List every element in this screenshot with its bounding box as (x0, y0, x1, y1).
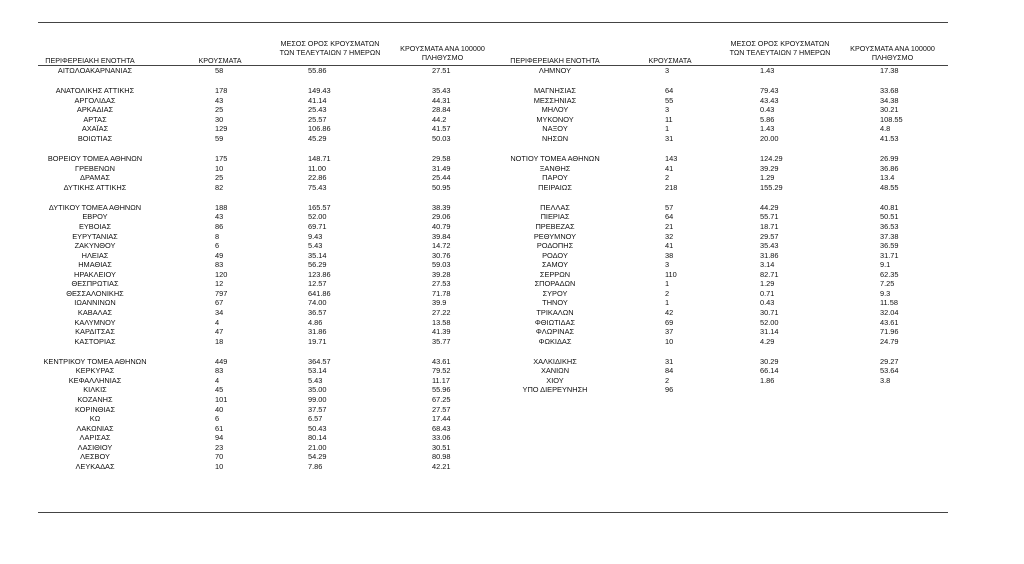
bottom-rule (38, 512, 948, 513)
avg-value: 31.86 (760, 250, 779, 260)
cases-value: 110 (665, 269, 677, 279)
avg-value: 54.29 (308, 452, 327, 462)
region-name: ΦΘΙΩΤΙΔΑΣ (534, 317, 576, 327)
region-name: ΤΡΙΚΑΛΩΝ (536, 307, 574, 317)
avg-value: 35.14 (308, 250, 327, 260)
per100k-value: 80.98 (432, 452, 451, 462)
cases-value: 6 (215, 241, 220, 251)
per100k-value: 17.44 (432, 414, 451, 423)
right-header-avg-l2: ΤΩΝ ΤΕΛΕΥΤΑΙΩΝ 7 ΗΜΕΡΩΝ (729, 47, 831, 57)
region-name: ΣΥΡΟΥ (542, 288, 568, 298)
avg-value: 1.29 (760, 279, 775, 289)
right-header-per100k-l1: ΚΡΟΥΣΜΑΤΑ ΑΝΑ 100000 (850, 44, 935, 53)
per100k-value: 25.44 (432, 173, 451, 183)
cases-value: 129 (215, 124, 228, 134)
avg-value: 80.14 (308, 433, 327, 443)
cases-value: 41 (665, 163, 674, 173)
cases-value: 797 (215, 288, 228, 298)
per100k-value: 30.21 (880, 105, 899, 115)
region-name: ΚΟΡΙΝΘΙΑΣ (74, 404, 116, 414)
region-name: ΒΟΙΩΤΙΑΣ (77, 133, 113, 143)
avg-value: 22.86 (308, 173, 327, 183)
per100k-value: 27.57 (432, 404, 451, 414)
avg-value: 35.43 (760, 241, 779, 251)
left-header-avg-l2: ΤΩΝ ΤΕΛΕΥΤΑΙΩΝ 7 ΗΜΕΡΩΝ (279, 47, 381, 57)
avg-value: 29.57 (760, 231, 779, 241)
avg-value: 37.57 (308, 404, 327, 414)
cases-value: 41 (665, 241, 674, 251)
cases-value: 61 (215, 423, 224, 433)
per100k-value: 34.38 (880, 95, 899, 105)
right-header-cases: ΚΡΟΥΣΜΑΤΑ (648, 56, 692, 65)
region-name: ΝΗΣΩΝ (541, 133, 569, 143)
region-name: ΚΩ (89, 414, 101, 423)
cases-value: 3 (665, 66, 670, 75)
avg-value: 12.57 (308, 279, 327, 289)
cases-value: 4 (215, 317, 220, 327)
cases-value: 57 (665, 202, 674, 212)
region-name: ΧΑΝΙΩΝ (540, 366, 570, 376)
per100k-value: 39.9 (432, 298, 447, 308)
avg-value: 55.71 (760, 212, 779, 222)
per100k-value: 50.95 (432, 182, 451, 192)
avg-value: 0.43 (760, 298, 775, 308)
cases-value: 1 (665, 279, 670, 289)
per100k-value: 59.03 (432, 260, 451, 270)
cases-value: 120 (215, 269, 228, 279)
avg-value: 106.86 (308, 124, 331, 134)
per100k-value: 40.79 (432, 222, 451, 231)
region-name: ΡΟΔΟΥ (542, 250, 568, 260)
avg-value: 11.00 (308, 163, 326, 173)
top-rule (38, 22, 948, 23)
region-name: ΑΝΑΤΟΛΙΚΗΣ ΑΤΤΙΚΗΣ (55, 86, 135, 96)
per100k-value: 29.06 (432, 212, 451, 222)
region-name: ΘΕΣΠΡΩΤΙΑΣ (71, 279, 119, 289)
cases-value: 64 (665, 212, 674, 222)
per100k-value: 79.52 (432, 366, 451, 376)
avg-value: 35.00 (308, 385, 327, 395)
region-name: ΠΙΕΡΙΑΣ (540, 212, 570, 222)
per100k-value: 30.51 (432, 442, 451, 452)
per100k-value: 55.96 (432, 385, 451, 395)
cases-value: 34 (215, 307, 224, 317)
per100k-value: 62.35 (880, 269, 899, 279)
region-name: ΒΟΡΕΙΟΥ ΤΟΜΕΑ ΑΘΗΝΩΝ (47, 154, 143, 163)
cases-value: 43 (215, 95, 224, 105)
avg-value: 6.57 (308, 414, 323, 423)
region-name: ΔΥΤΙΚΟΥ ΤΟΜΕΑ ΑΘΗΝΩΝ (48, 202, 142, 212)
avg-value: 50.43 (308, 423, 327, 433)
per100k-value: 17.38 (880, 66, 899, 75)
per100k-value: 38.39 (432, 202, 451, 212)
avg-value: 364.57 (308, 356, 331, 366)
per100k-value: 11.58 (880, 298, 898, 308)
avg-value: 36.57 (308, 307, 327, 317)
avg-value: 1.43 (760, 66, 775, 75)
avg-value: 75.43 (308, 182, 327, 192)
region-name: ΛΕΥΚΑΔΑΣ (75, 461, 115, 471)
region-name: ΙΩΑΝΝΙΝΩΝ (74, 298, 116, 308)
avg-value: 149.43 (308, 86, 331, 96)
cases-value: 449 (215, 356, 228, 366)
right-header-per100k-l2: ΠΛΗΘΥΣΜΟ (871, 52, 914, 62)
cases-value: 47 (215, 327, 224, 336)
region-name: ΚΑΒΑΛΑΣ (77, 307, 113, 317)
cases-value: 10 (665, 336, 674, 346)
region-name: ΖΑΚΥΝΘΟΥ (74, 241, 116, 251)
region-name: ΣΠΟΡΑΔΩΝ (534, 279, 576, 289)
per100k-value: 39.84 (432, 231, 451, 241)
left-header-per100k-l1: ΚΡΟΥΣΜΑΤΑ ΑΝΑ 100000 (400, 44, 485, 53)
per100k-value: 36.86 (880, 163, 899, 173)
per100k-value: 27.22 (432, 307, 451, 317)
avg-value: 3.14 (760, 260, 775, 270)
region-name: ΓΡΕΒΕΝΩΝ (75, 163, 115, 173)
avg-value: 148.71 (308, 154, 331, 163)
cases-value: 83 (215, 366, 224, 376)
cases-value: 178 (215, 86, 228, 96)
avg-value: 0.71 (760, 288, 775, 298)
cases-value: 37 (665, 327, 674, 336)
avg-value: 74.00 (308, 298, 327, 308)
per100k-value: 33.68 (880, 86, 899, 96)
region-name: ΚΕΝΤΡΙΚΟΥ ΤΟΜΕΑ ΑΘΗΝΩΝ (43, 356, 147, 366)
cases-value: 12 (215, 279, 224, 289)
region-name: ΣΑΜΟΥ (541, 260, 569, 270)
cases-value: 45 (215, 385, 224, 395)
per100k-value: 37.38 (880, 231, 899, 241)
region-name: ΚΟΖΑΝΗΣ (77, 394, 113, 404)
avg-value: 21.00 (308, 442, 327, 452)
per100k-value: 41.39 (432, 327, 451, 336)
per100k-value: 13.58 (432, 317, 451, 327)
per100k-value: 28.84 (432, 105, 451, 115)
region-name: ΣΕΡΡΩΝ (539, 269, 571, 279)
per100k-value: 71.96 (880, 327, 899, 336)
cases-value: 64 (665, 86, 674, 96)
avg-value: 39.29 (760, 163, 779, 173)
cases-value: 25 (215, 173, 224, 183)
right-header-avg (720, 40, 840, 57)
region-name: ΚΕΡΚΥΡΑΣ (75, 366, 115, 376)
region-name: ΑΡΤΑΣ (83, 114, 107, 124)
per100k-value: 41.57 (432, 124, 451, 134)
avg-value: 31.86 (308, 327, 327, 336)
cases-value: 82 (215, 182, 224, 192)
region-name: ΞΑΝΘΗΣ (539, 163, 571, 173)
left-header-region: ΠΕΡΙΦΕΡΕΙΑΚΗ ΕΝΟΤΗΤΑ (45, 56, 135, 65)
per100k-value: 9.3 (880, 288, 891, 298)
region-name: ΑΧΑΪΑΣ (81, 124, 109, 134)
per100k-value: 53.64 (880, 366, 899, 376)
avg-value: 43.43 (760, 95, 779, 105)
region-name: ΚΑΡΔΙΤΣΑΣ (75, 327, 115, 336)
cases-value: 18 (215, 336, 224, 346)
per100k-value: 44.31 (432, 95, 451, 105)
per100k-value: 68.43 (432, 423, 451, 433)
avg-value: 4.29 (760, 336, 775, 346)
cases-value: 6 (215, 414, 220, 423)
per100k-value: 42.21 (432, 461, 451, 471)
region-name: ΠΡΕΒΕΖΑΣ (535, 222, 575, 231)
cases-value: 86 (215, 222, 224, 231)
per100k-value: 31.71 (880, 250, 899, 260)
avg-value: 55.86 (308, 66, 327, 75)
per100k-value: 30.76 (432, 250, 451, 260)
cases-value: 1 (665, 298, 670, 308)
per100k-value: 35.77 (432, 336, 451, 346)
cases-value: 4 (215, 375, 220, 385)
avg-value: 99.00 (308, 394, 327, 404)
right-header-avg-l1: ΜΕΣΟΣ ΟΡΟΣ ΚΡΟΥΣΜΑΤΩΝ (730, 39, 830, 48)
cases-value: 23 (215, 442, 224, 452)
cases-value: 2 (665, 173, 670, 183)
avg-value: 41.14 (308, 95, 327, 105)
region-name: ΝΟΤΙΟΥ ΤΟΜΕΑ ΑΘΗΝΩΝ (510, 154, 600, 163)
avg-value: 7.86 (308, 461, 323, 471)
avg-value: 123.86 (308, 269, 331, 279)
cases-value: 84 (665, 366, 674, 376)
region-name: ΚΑΛΥΜΝΟΥ (74, 317, 116, 327)
per100k-value: 36.59 (880, 241, 899, 251)
per100k-value: 108.55 (880, 114, 903, 124)
cases-value: 31 (665, 356, 674, 366)
per100k-value: 11.17 (432, 375, 450, 385)
avg-value: 1.43 (760, 124, 775, 134)
avg-value: 19.71 (308, 336, 327, 346)
cases-value: 143 (665, 154, 678, 163)
avg-value: 44.29 (760, 202, 779, 212)
per100k-value: 43.61 (880, 317, 899, 327)
avg-value: 66.14 (760, 366, 779, 376)
region-name: ΠΕΛΛΑΣ (540, 202, 570, 212)
per100k-value: 44.2 (432, 114, 447, 124)
per100k-value: 39.28 (432, 269, 451, 279)
avg-value: 124.29 (760, 154, 783, 163)
region-name: ΕΥΡΥΤΑΝΙΑΣ (72, 231, 118, 241)
per100k-value: 7.25 (880, 279, 895, 289)
cases-value: 32 (665, 231, 674, 241)
cases-value: 10 (215, 461, 224, 471)
left-header-avg-l1: ΜΕΣΟΣ ΟΡΟΣ ΚΡΟΥΣΜΑΤΩΝ (280, 39, 380, 48)
right-header-region: ΠΕΡΙΦΕΡΕΙΑΚΗ ΕΝΟΤΗΤΑ (510, 56, 600, 65)
avg-value: 0.43 (760, 105, 775, 115)
region-name: ΔΥΤΙΚΗΣ ΑΤΤΙΚΗΣ (63, 182, 127, 192)
region-name: ΠΑΡΟΥ (542, 173, 568, 183)
region-name: ΜΑΓΝΗΣΙΑΣ (534, 86, 576, 96)
cases-value: 21 (665, 222, 674, 231)
per100k-value: 71.78 (432, 288, 451, 298)
region-name: ΥΠΟ ΔΙΕΡΕΥΝΗΣΗ (522, 385, 588, 395)
region-name: ΑΙΤΩΛΟΑΚΑΡΝΑΝΙΑΣ (57, 66, 133, 75)
right-header-per100k (835, 45, 950, 62)
avg-value: 53.14 (308, 366, 327, 376)
per100k-value: 9.1 (880, 260, 891, 270)
cases-value: 101 (215, 394, 228, 404)
cases-value: 30 (215, 114, 224, 124)
region-name: ΝΑΞΟΥ (542, 124, 568, 134)
per100k-value: 29.58 (432, 154, 451, 163)
region-name: ΗΛΕΙΑΣ (81, 250, 109, 260)
avg-value: 1.86 (760, 375, 775, 385)
region-name: ΚΙΛΚΙΣ (83, 385, 107, 395)
avg-value: 31.14 (760, 327, 779, 336)
region-name: ΠΕΙΡΑΙΩΣ (538, 182, 572, 192)
per100k-value: 35.43 (432, 86, 451, 96)
avg-value: 9.43 (308, 231, 323, 241)
region-name: ΡΕΘΥΜΝΟΥ (533, 231, 577, 241)
left-header-per100k-l2: ΠΛΗΘΥΣΜΟ (421, 52, 464, 62)
cases-value: 10 (215, 163, 224, 173)
region-name: ΑΡΚΑΔΙΑΣ (76, 105, 114, 115)
cases-value: 55 (665, 95, 674, 105)
cases-value: 49 (215, 250, 224, 260)
cases-value: 2 (665, 288, 670, 298)
region-name: ΛΑΡΙΣΑΣ (79, 433, 111, 443)
region-name: ΤΗΝΟΥ (542, 298, 568, 308)
region-name: ΧΑΛΚΙΔΙΚΗΣ (533, 356, 577, 366)
cases-value: 58 (215, 66, 224, 75)
avg-value: 20.00 (760, 133, 779, 143)
cases-value: 42 (665, 307, 674, 317)
region-name: ΜΥΚΟΝΟΥ (536, 114, 574, 124)
per100k-value: 36.53 (880, 222, 899, 231)
cases-value: 3 (665, 260, 670, 270)
avg-value: 641.86 (308, 288, 331, 298)
per100k-value: 32.04 (880, 307, 899, 317)
avg-value: 69.71 (308, 222, 327, 231)
cases-value: 8 (215, 231, 220, 241)
region-name: ΕΒΡΟΥ (82, 212, 108, 222)
cases-value: 25 (215, 105, 224, 115)
region-name: ΡΟΔΟΠΗΣ (536, 241, 574, 251)
avg-value: 5.43 (308, 375, 323, 385)
per100k-value: 33.06 (432, 433, 451, 443)
region-name: ΧΙΟΥ (546, 375, 564, 385)
region-name: ΦΛΩΡΙΝΑΣ (535, 327, 575, 336)
avg-value: 25.43 (308, 105, 327, 115)
per100k-value: 24.79 (880, 336, 899, 346)
per100k-value: 43.61 (432, 356, 451, 366)
per100k-value: 50.51 (880, 212, 899, 222)
cases-value: 38 (665, 250, 674, 260)
per100k-value: 26.99 (880, 154, 899, 163)
region-name: ΗΜΑΘΙΑΣ (78, 260, 112, 270)
avg-value: 155.29 (760, 182, 783, 192)
per100k-value: 13.4 (880, 173, 895, 183)
per100k-value: 29.27 (880, 356, 899, 366)
avg-value: 1.29 (760, 173, 775, 183)
left-header-cases: ΚΡΟΥΣΜΑΤΑ (198, 56, 242, 65)
cases-value: 94 (215, 433, 224, 443)
region-name: ΚΑΣΤΟΡΙΑΣ (74, 336, 116, 346)
cases-value: 83 (215, 260, 224, 270)
per100k-value: 48.55 (880, 182, 899, 192)
cases-value: 3 (665, 105, 670, 115)
avg-value: 56.29 (308, 260, 327, 270)
region-name: ΛΑΚΩΝΙΑΣ (76, 423, 114, 433)
cases-value: 70 (215, 452, 224, 462)
cases-value: 188 (215, 202, 228, 212)
cases-value: 31 (665, 133, 674, 143)
avg-value: 30.29 (760, 356, 779, 366)
per100k-value: 27.53 (432, 279, 451, 289)
region-name: ΜΗΛΟΥ (541, 105, 569, 115)
region-name: ΛΕΣΒΟΥ (80, 452, 110, 462)
region-name: ΚΕΦΑΛΛΗΝΙΑΣ (68, 375, 122, 385)
per100k-value: 67.25 (432, 394, 451, 404)
header-rule (38, 65, 948, 66)
avg-value: 165.57 (308, 202, 331, 212)
avg-value: 25.57 (308, 114, 327, 124)
region-name: ΜΕΣΣΗΝΙΑΣ (533, 95, 577, 105)
per100k-value: 50.03 (432, 133, 451, 143)
region-name: ΕΥΒΟΙΑΣ (78, 222, 112, 231)
avg-value: 5.86 (760, 114, 775, 124)
cases-value: 59 (215, 133, 224, 143)
avg-value: 79.43 (760, 86, 779, 96)
cases-value: 43 (215, 212, 224, 222)
avg-value: 18.71 (760, 222, 779, 231)
region-name: ΔΡΑΜΑΣ (80, 173, 110, 183)
cases-value: 40 (215, 404, 224, 414)
per100k-value: 40.81 (880, 202, 899, 212)
region-name: ΦΩΚΙΔΑΣ (538, 336, 572, 346)
per100k-value: 31.49 (432, 163, 451, 173)
per100k-value: 41.53 (880, 133, 899, 143)
avg-value: 5.43 (308, 241, 323, 251)
region-name: ΛΗΜΝΟΥ (538, 66, 572, 75)
region-name: ΘΕΣΣΑΛΟΝΙΚΗΣ (66, 288, 124, 298)
cases-value: 218 (665, 182, 678, 192)
cases-value: 175 (215, 154, 228, 163)
cases-value: 2 (665, 375, 670, 385)
region-name: ΑΡΓΟΛΙΔΑΣ (74, 95, 116, 105)
left-header-avg (270, 40, 390, 57)
left-header-per100k (385, 45, 500, 62)
cases-value: 1 (665, 124, 670, 134)
avg-value: 52.00 (308, 212, 327, 222)
per100k-value: 4.8 (880, 124, 891, 134)
cases-value: 11 (665, 114, 673, 124)
region-name: ΛΑΣΙΘΙΟΥ (77, 442, 113, 452)
cases-value: 67 (215, 298, 224, 308)
per100k-value: 14.72 (432, 241, 451, 251)
avg-value: 4.86 (308, 317, 323, 327)
avg-value: 45.29 (308, 133, 327, 143)
cases-value: 69 (665, 317, 674, 327)
avg-value: 82.71 (760, 269, 779, 279)
region-name: ΗΡΑΚΛΕΙΟΥ (74, 269, 116, 279)
avg-value: 52.00 (760, 317, 779, 327)
cases-value: 96 (665, 385, 674, 395)
per100k-value: 3.8 (880, 375, 891, 385)
avg-value: 30.71 (760, 307, 779, 317)
per100k-value: 27.51 (432, 66, 451, 75)
